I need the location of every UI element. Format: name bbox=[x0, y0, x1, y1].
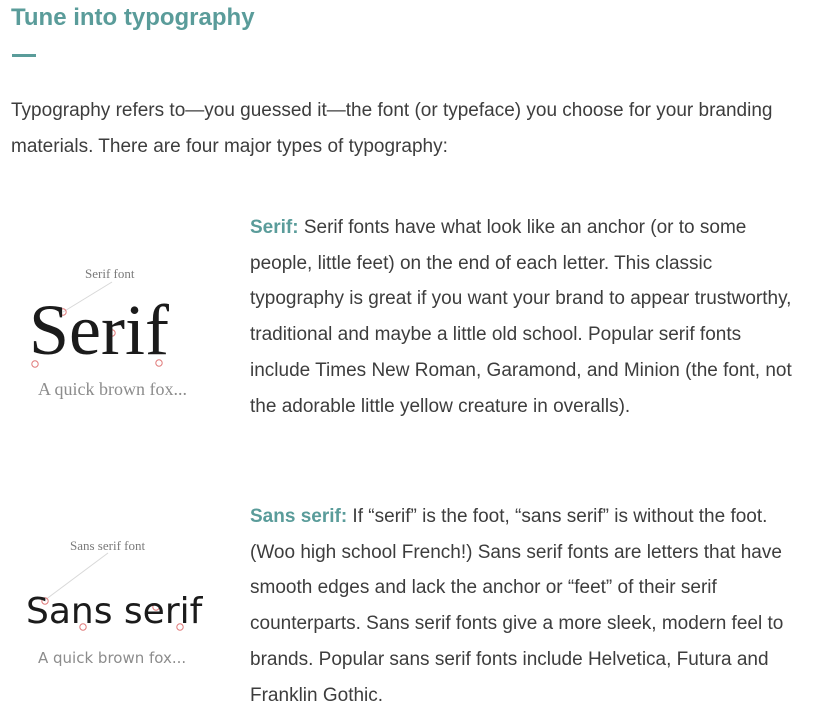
serif-illustration bbox=[20, 260, 220, 410]
sans-serif-sample-caption: A quick brown fox... bbox=[38, 649, 187, 667]
section-heading: Tune into typography bbox=[11, 4, 255, 31]
serif-font-label: Serif font bbox=[85, 266, 135, 281]
heading-divider bbox=[12, 54, 36, 57]
sans-serif-font-label: Sans serif font bbox=[70, 538, 146, 553]
sans-serif-term: Sans serif: bbox=[250, 506, 348, 527]
serif-description bbox=[250, 210, 805, 424]
sans-serif-description bbox=[250, 499, 805, 713]
serif-sample-caption: A quick brown fox... bbox=[38, 379, 187, 399]
serif-sample-word: Serif bbox=[29, 290, 169, 370]
serif-body: Serif fonts have what look like an anchor (or to some people, little feet) on the end of each letter. This classic typography is great if you want your brand to appear trustworthy, traditional and maybe a little old school. Popular serif fonts include Times New Roman, Garamond, and Minion (the font, not the adorable little yellow creature in overalls). bbox=[250, 217, 792, 417]
intro-paragraph: Typography refers to—you guessed it—the font (or typeface) you choose for your branding materials. There are four major types of typography: bbox=[11, 100, 773, 157]
sans-serif-sample-word: Sans serif bbox=[26, 591, 203, 632]
sans-serif-illustration bbox=[20, 535, 220, 675]
serif-term: Serif: bbox=[250, 217, 299, 238]
sans-serif-body: If “serif” is the foot, “sans serif” is without the foot. (Woo high school French!) Sans serif fonts are letters that have smooth edges and lack the anchor or “feet” of their serif counterparts. Sans serif fonts give a more sleek, modern feel to brands. Popular sans serif fonts include Helvetica, Futura and Franklin Gothic. bbox=[250, 506, 784, 706]
